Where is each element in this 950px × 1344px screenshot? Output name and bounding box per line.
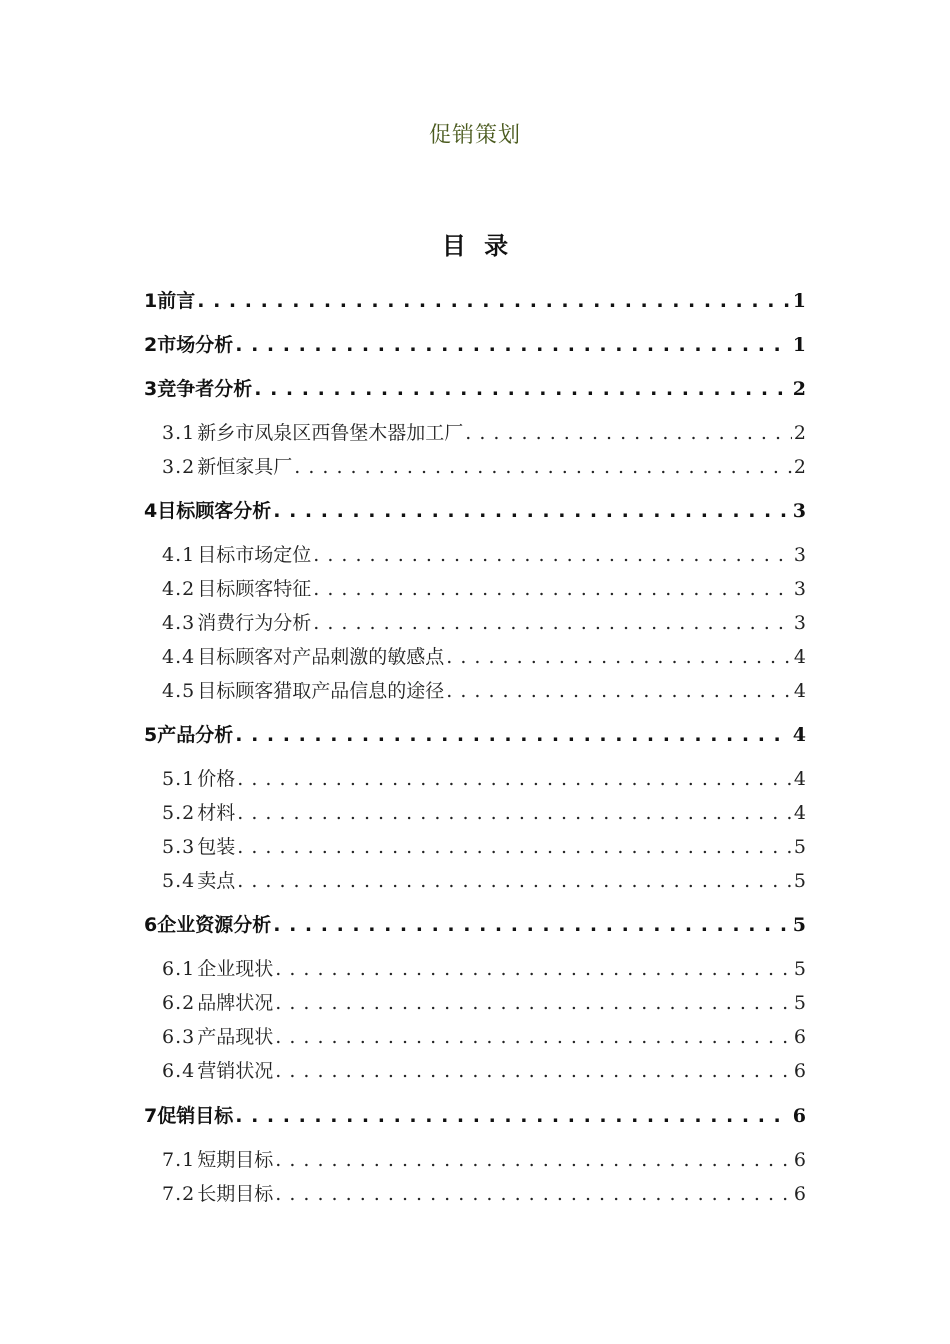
toc-entry-label: 短期目标 [197,1149,274,1171]
toc-entry-number: 7 [144,1105,158,1127]
toc-entry-label: 目标顾客猎取产品信息的途径 [197,680,445,702]
toc-entry-label: 长期目标 [197,1183,274,1205]
toc-page-number: 4 [793,802,806,824]
toc-dot-leader [235,334,791,356]
toc-page-number: 3 [793,612,806,634]
toc-entry-number: 6.2 [162,992,196,1014]
toc-page-number: 4 [792,724,806,746]
toc-entry-label: 目标市场定位 [197,544,312,566]
toc-chapter-entry[interactable] [144,286,806,316]
toc-entry-label: 新恒家具厂 [197,456,293,478]
toc-dot-leader [465,422,792,444]
toc-entry-label: 竞争者分析 [157,378,253,400]
toc-page-number: 6 [793,1026,806,1048]
toc-entry-label: 营销状况 [197,1060,274,1082]
toc-entry-number: 4.2 [162,578,196,600]
toc-section-entry[interactable] [162,1022,806,1052]
toc-entry-number: 3 [144,378,158,400]
toc-entry-number: 5.3 [162,836,196,858]
toc-dot-leader [197,290,791,312]
toc-section-entry[interactable] [162,866,806,896]
toc-dot-leader [254,378,791,400]
toc-section-entry[interactable] [162,540,806,570]
toc-entry-label: 目标顾客特征 [197,578,312,600]
toc-entry-label: 企业现状 [197,958,274,980]
toc-dot-leader [235,724,791,746]
toc-section-entry[interactable] [162,1145,806,1175]
toc-dot-leader [275,1060,792,1082]
toc-page-number: 1 [792,334,806,356]
toc-dot-leader [275,958,792,980]
toc-page-number: 6 [792,1105,806,1127]
document-header-title: 促销策划 [428,123,521,148]
toc-chapter-entry[interactable] [144,374,806,404]
toc-section-entry[interactable] [162,954,806,984]
toc-section-entry[interactable] [162,798,806,828]
toc-entry-number: 4.3 [162,612,196,634]
toc-entry-number: 3.2 [162,456,196,478]
toc-dot-leader [275,1149,792,1171]
toc-dot-leader [313,544,792,566]
toc-section-entry[interactable] [162,988,806,1018]
toc-dot-leader [235,1105,791,1127]
toc-entry-label: 卖点 [197,870,236,892]
toc-dot-leader [237,802,792,824]
toc-page-number: 4 [793,768,806,790]
toc-chapter-entry[interactable] [144,330,806,360]
toc-section-entry[interactable] [162,452,806,482]
toc-dot-leader [237,768,792,790]
toc-entry-label: 新乡市凤泉区西鲁堡木器加工厂 [197,422,464,444]
toc-section-entry[interactable] [162,574,806,604]
toc-section-entry[interactable] [162,832,806,862]
toc-chapter-entry[interactable] [144,720,806,750]
toc-entry-number: 4.4 [162,646,196,668]
toc-entry-label: 产品分析 [157,724,234,746]
toc-entry-number: 5 [144,724,158,746]
toc-page-number: 5 [793,836,806,858]
toc-dot-leader [294,456,792,478]
toc-page-number: 5 [792,914,806,936]
toc-entry-label: 材料 [197,802,236,824]
toc-page-number: 3 [793,578,806,600]
toc-entry-number: 5.2 [162,802,196,824]
toc-dot-leader [446,680,792,702]
toc-section-entry[interactable] [162,764,806,794]
toc-page-number: 5 [793,958,806,980]
toc-entry-label: 消费行为分析 [197,612,312,634]
toc-entry-number: 4.5 [162,680,196,702]
toc-page-number: 4 [793,646,806,668]
toc-dot-leader [237,836,792,858]
toc-entry-number: 6.4 [162,1060,196,1082]
toc-entry-label: 品牌状况 [197,992,274,1014]
toc-dot-leader [273,914,791,936]
toc-chapter-entry[interactable] [144,910,806,940]
toc-chapter-entry[interactable] [144,1101,806,1131]
toc-entry-number: 6.1 [162,958,196,980]
toc-page-number: 2 [792,378,806,400]
toc-chapter-entry[interactable] [144,496,806,526]
toc-section-entry[interactable] [162,608,806,638]
toc-entry-number: 3.1 [162,422,196,444]
toc-entry-number: 2 [144,334,158,356]
toc-entry-label: 价格 [197,768,236,790]
toc-section-entry[interactable] [162,1179,806,1209]
toc-dot-leader [313,612,792,634]
toc-page-number: 6 [793,1060,806,1082]
toc-section-entry[interactable] [162,1056,806,1086]
toc-title: 目 录 [441,232,509,260]
toc-entry-number: 6 [144,914,158,936]
toc-entry-label: 前言 [157,290,196,312]
toc-entry-number: 5.1 [162,768,196,790]
toc-entry-label: 企业资源分析 [157,914,272,936]
toc-section-entry[interactable] [162,418,806,448]
toc-page-number: 6 [793,1183,806,1205]
toc-page-number: 2 [793,422,806,444]
toc-dot-leader [275,1026,792,1048]
toc-dot-leader [237,870,792,892]
toc-entry-label: 促销目标 [157,1105,234,1127]
toc-entry-number: 7.1 [162,1149,196,1171]
toc-dot-leader [313,578,792,600]
toc-entry-label: 目标顾客对产品刺激的敏感点 [197,646,445,668]
toc-page-number: 3 [793,544,806,566]
toc-page-number: 2 [793,456,806,478]
toc-page-number: 6 [793,1149,806,1171]
toc-entry-number: 7.2 [162,1183,196,1205]
toc-page-number: 3 [792,500,806,522]
toc-entry-label: 市场分析 [157,334,234,356]
toc-dot-leader [275,992,792,1014]
toc-page-number: 5 [793,992,806,1014]
toc-dot-leader [275,1183,792,1205]
toc-section-entry[interactable] [162,642,806,672]
toc-page-number: 5 [793,870,806,892]
toc-entry-number: 6.3 [162,1026,196,1048]
toc-dot-leader [446,646,792,668]
toc-entry-label: 包装 [197,836,236,858]
toc-page-number: 4 [793,680,806,702]
toc-entry-number: 4 [144,500,158,522]
toc-entry-label: 目标顾客分析 [157,500,272,522]
toc-entry-label: 产品现状 [197,1026,274,1048]
toc-entry-number: 4.1 [162,544,196,566]
toc-entry-number: 5.4 [162,870,196,892]
toc-entry-number: 1 [144,290,158,312]
toc-page-number: 1 [792,290,806,312]
toc-section-entry[interactable] [162,676,806,706]
toc-dot-leader [273,500,791,522]
